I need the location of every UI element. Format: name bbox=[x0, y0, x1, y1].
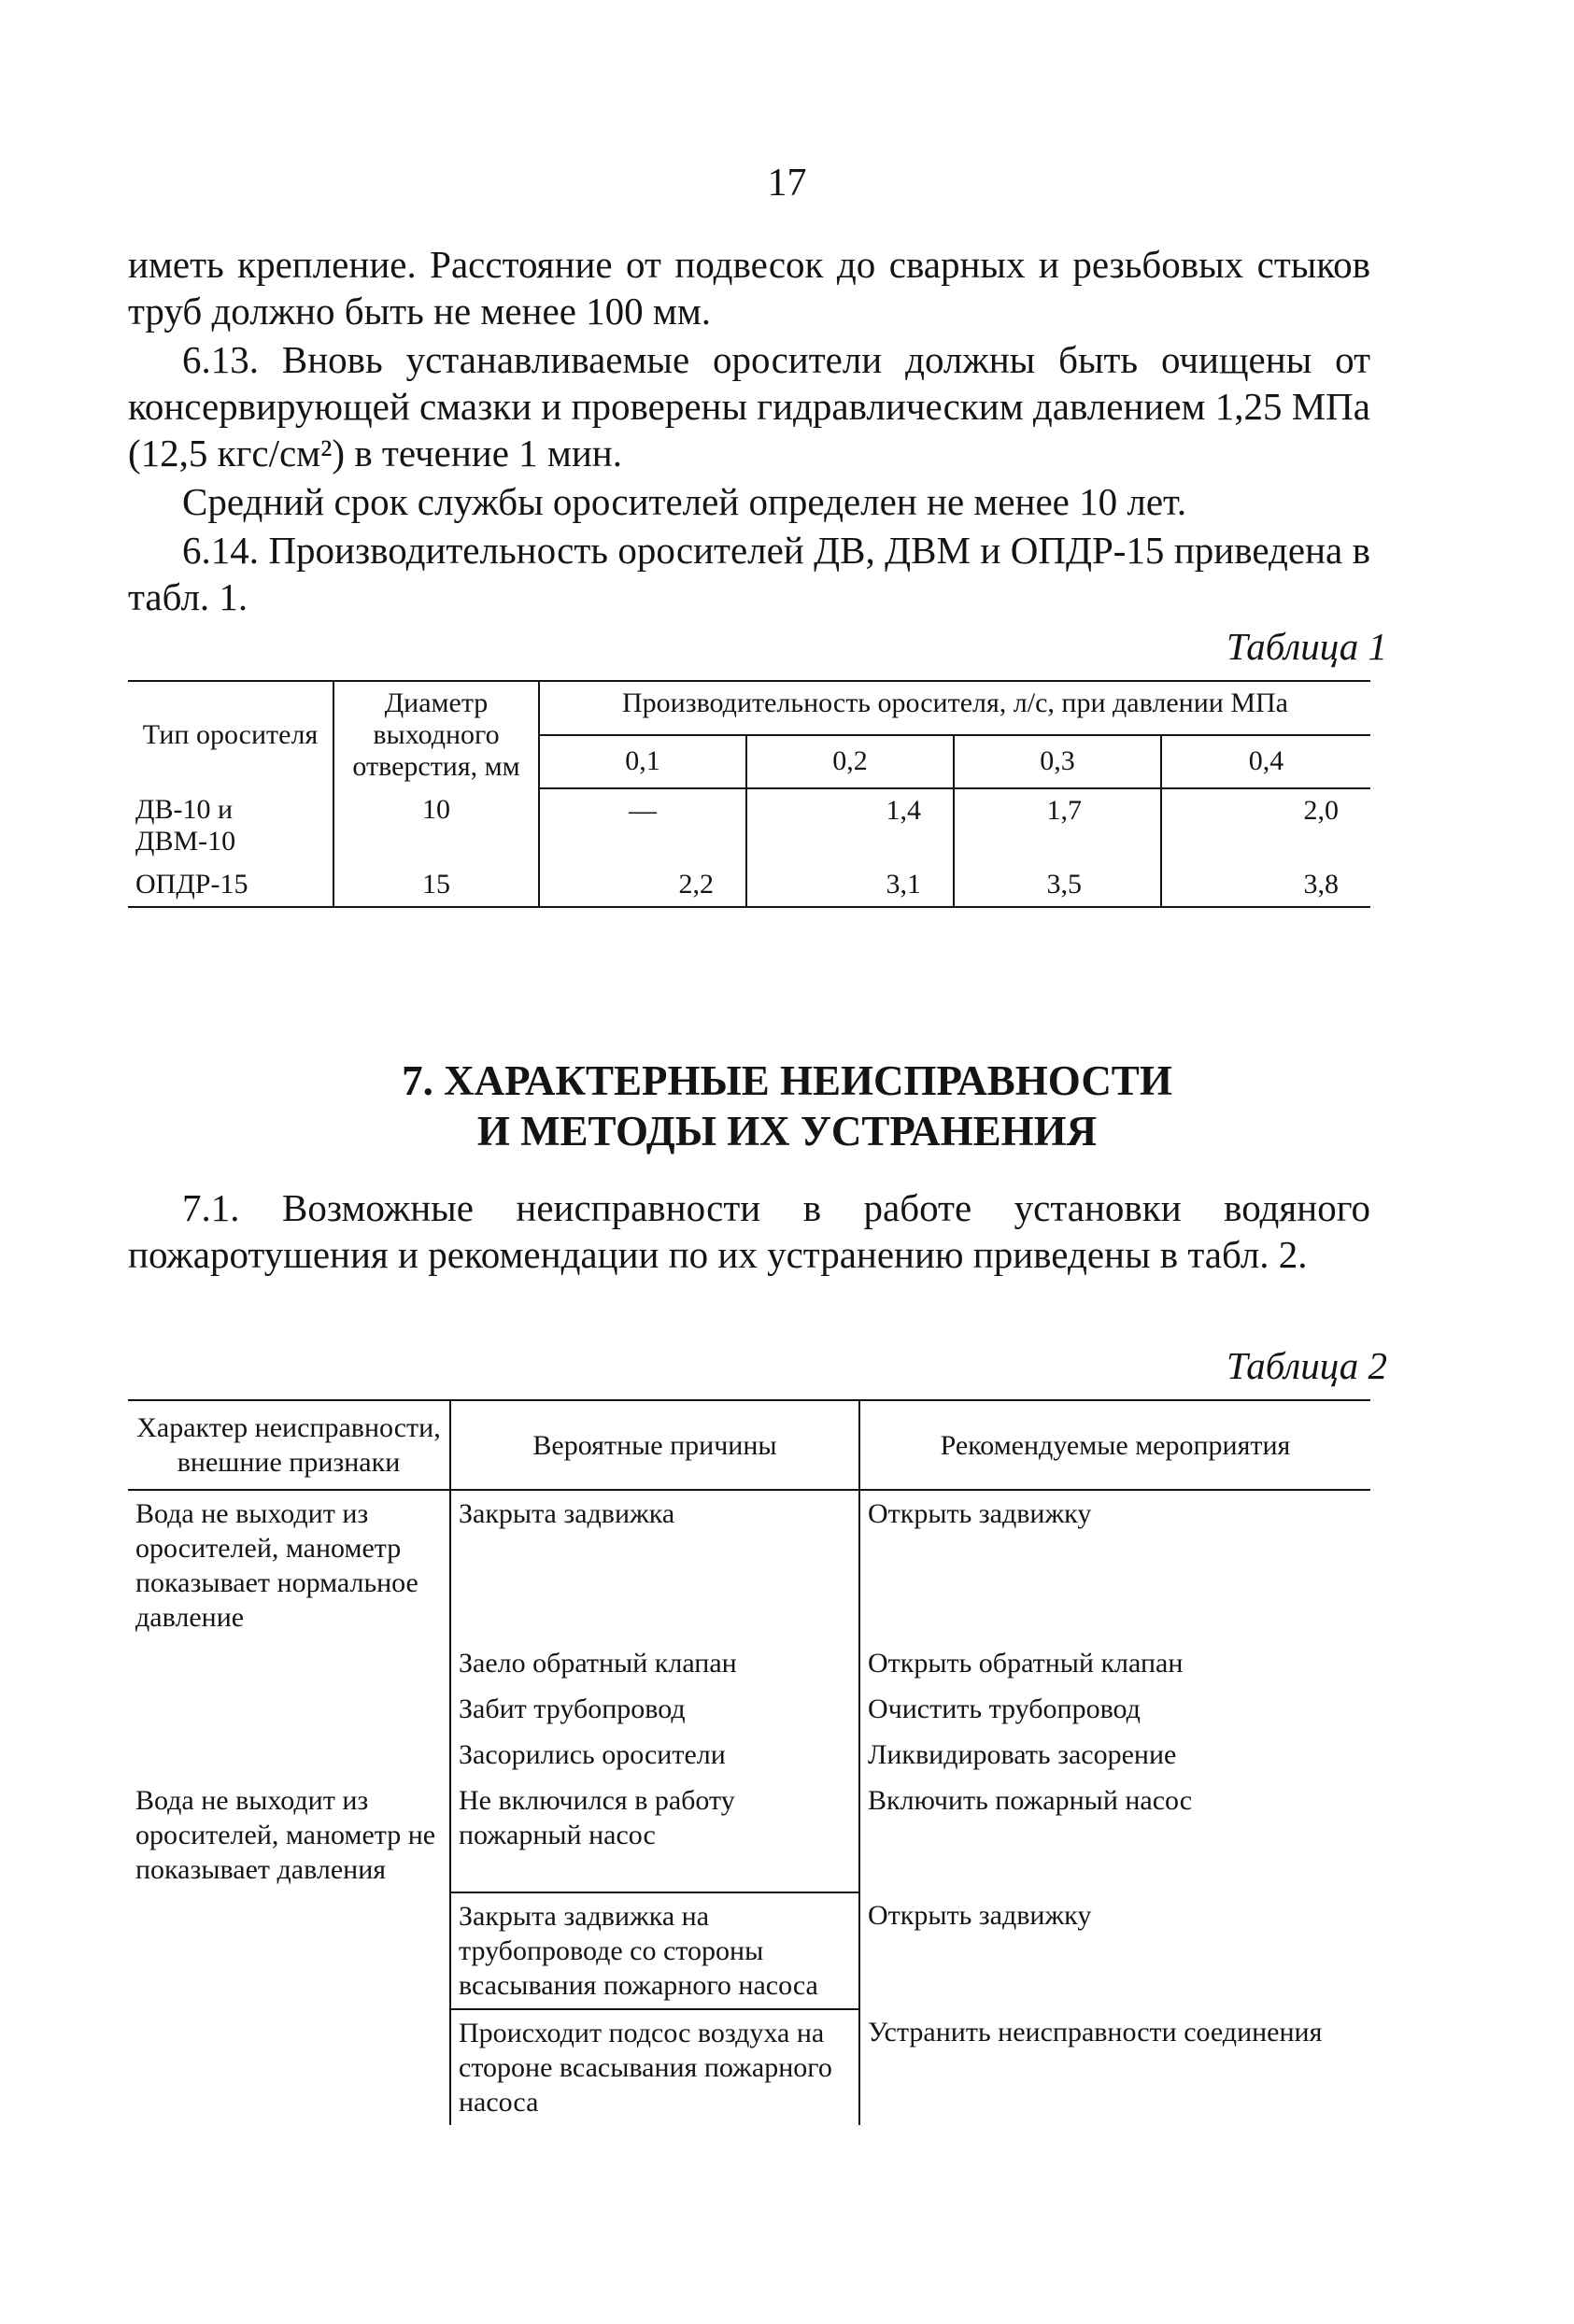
table1-caption: Таблица 1 bbox=[1226, 625, 1387, 668]
table2-header-symptom: Характер неисправности, внешние признаки bbox=[128, 1400, 450, 1490]
table2-cell-remedy: Открыть задвижку bbox=[859, 1490, 1370, 1640]
table1-header-type: Тип оросителя bbox=[128, 681, 333, 788]
table2-cell-cause: Закрыта задвижка на трубопроводе со стороны всасывания пожарного насоса bbox=[450, 1892, 859, 2009]
body-text-section7 bbox=[128, 1184, 1370, 1278]
table2-cell-remedy: Ликвидировать засорение bbox=[859, 1732, 1370, 1778]
section-title-line: И МЕТОДЫ ИХ УСТРАНЕНИЯ bbox=[476, 1108, 1098, 1155]
table1-cell-value: — bbox=[539, 788, 746, 863]
paragraph: 7.1. Возможные неисправности в работе установки водяного пожаротушения и рекомендации по их устранению приведены в табл. 2. bbox=[128, 1186, 1370, 1276]
paragraph: 6.14. Производительность оросителей ДВ, ДВМ и ОПДР-15 приведена в табл. 1. bbox=[128, 529, 1370, 618]
table2-cell-remedy: Включить пожарный насос bbox=[859, 1778, 1370, 1892]
table1-header-diameter: Диаметр выходного отверстия, мм bbox=[333, 681, 539, 788]
table-row bbox=[128, 1892, 1370, 2009]
table1-header-pressure: 0,3 bbox=[954, 735, 1161, 789]
table2-caption: Таблица 2 bbox=[1226, 1344, 1387, 1387]
table1 bbox=[128, 680, 1370, 908]
table2-cell-remedy: Открыть обратный клапан bbox=[859, 1640, 1370, 1686]
table1-cell-value: 3,1 bbox=[746, 863, 954, 907]
table2-cell-symptom: Вода не выходит из оросителей, манометр не показывает давления bbox=[135, 1785, 436, 1885]
table1-cell-value: 3,5 bbox=[954, 863, 1161, 907]
paragraph: 6.13. Вновь устанавливаемые оросители должны быть очищены от консервирующей смазки и проверены гидравлическим давлением 1,25 МПа (12,5 кгс/см²) в течение 1 мин. bbox=[128, 338, 1370, 475]
table1-cell-type: ОПДР-15 bbox=[128, 863, 333, 907]
table2-cell-symptom bbox=[128, 1640, 450, 1686]
table1-header-pressure: 0,4 bbox=[1161, 735, 1370, 789]
table2-cell-cause: Засорились оросители bbox=[450, 1732, 859, 1778]
table1-cell-value: 2,0 bbox=[1161, 788, 1370, 863]
table2-cell-cause: Закрыта задвижка bbox=[450, 1490, 859, 1640]
table2-cell-cause: Не включился в работу пожарный насос bbox=[450, 1778, 859, 1892]
table-row bbox=[128, 2009, 1370, 2125]
table-row bbox=[128, 863, 1370, 907]
table1-cell-value: 1,7 bbox=[954, 788, 1161, 863]
table1-cell-diameter: 10 bbox=[333, 788, 539, 863]
table-row bbox=[128, 788, 1370, 863]
table-row bbox=[128, 1778, 1370, 1892]
table1-header-pressure: 0,2 bbox=[746, 735, 954, 789]
table1-cell-type: ДВ-10 и ДВМ-10 bbox=[135, 794, 236, 857]
section-title-line: 7. ХАРАКТЕРНЫЕ НЕИСПРАВНОСТИ bbox=[402, 1057, 1172, 1104]
table1-cell-value: 2,2 bbox=[539, 863, 746, 907]
table2-cell-symptom bbox=[128, 1892, 450, 2009]
table1-cell-diameter: 15 bbox=[333, 863, 539, 907]
table2-cell-cause: Происходит подсос воздуха на стороне всасывания пожарного насоса bbox=[450, 2009, 859, 2125]
section-title bbox=[0, 1056, 1574, 1156]
table2 bbox=[128, 1399, 1370, 2125]
table-row bbox=[128, 1732, 1370, 1778]
table2-cell-symptom bbox=[128, 1686, 450, 1732]
table1-cell-value: 3,8 bbox=[1161, 863, 1370, 907]
paragraph: Средний срок службы оросителей определен не менее 10 лет. bbox=[182, 480, 1187, 523]
table1-header-performance: Производительность оросителя, л/с, при давлении МПа bbox=[539, 681, 1370, 735]
table2-header-cause: Вероятные причины bbox=[450, 1400, 859, 1490]
table2-cell-cause: Забит трубопровод bbox=[450, 1686, 859, 1732]
table2-cell-remedy: Устранить неисправности соединения bbox=[859, 2009, 1370, 2125]
table1-cell-value: 1,4 bbox=[746, 788, 954, 863]
page-number: 17 bbox=[767, 162, 807, 205]
table-row bbox=[128, 1686, 1370, 1732]
paragraph: иметь крепление. Расстояние от подвесок до сварных и резьбовых стыков труб должно быть не менее 100 мм. bbox=[128, 243, 1370, 333]
table2-cell-remedy: Очистить трубопровод bbox=[859, 1686, 1370, 1732]
table2-header-remedy: Рекомендуемые мероприятия bbox=[859, 1400, 1370, 1490]
table2-cell-cause: Заело обратный клапан bbox=[450, 1640, 859, 1686]
table2-cell-symptom: Вода не выходит из оросителей, манометр показывает нормальное давление bbox=[135, 1498, 418, 1633]
table2-cell-symptom bbox=[128, 2009, 450, 2125]
table-row bbox=[128, 1640, 1370, 1686]
table1-header-pressure: 0,1 bbox=[539, 735, 746, 789]
body-text-top bbox=[128, 241, 1370, 620]
table-row bbox=[128, 1490, 1370, 1640]
table2-cell-symptom bbox=[128, 1732, 450, 1778]
table2-cell-remedy: Открыть задвижку bbox=[859, 1892, 1370, 2009]
